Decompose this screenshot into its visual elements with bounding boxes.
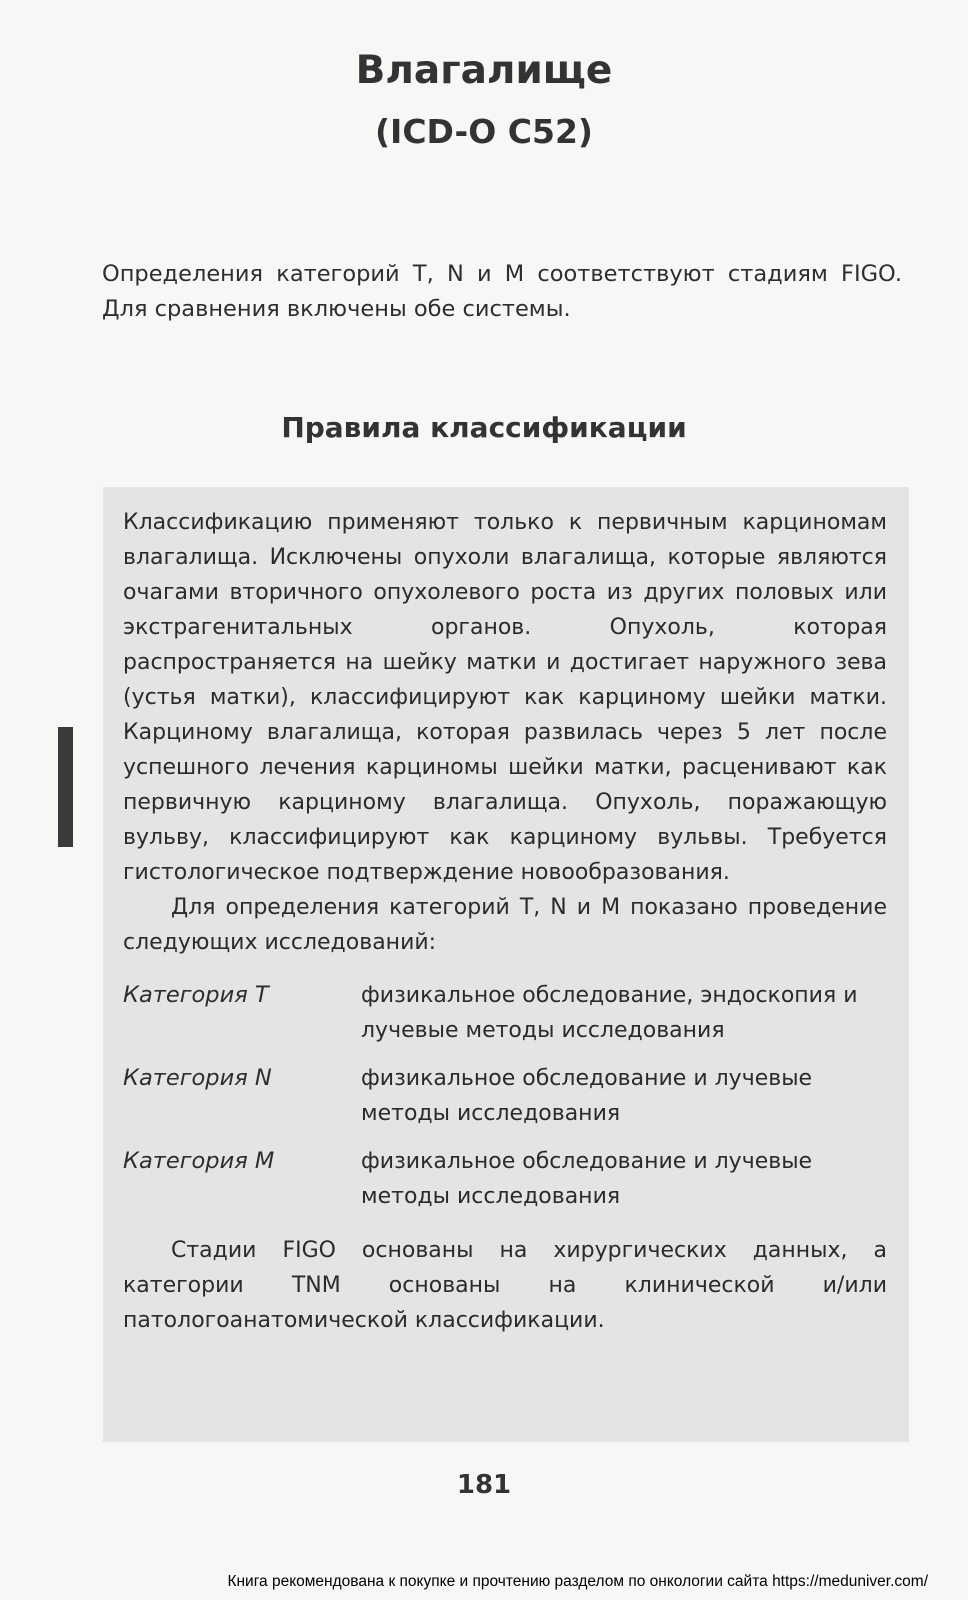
category-label: Категория M bbox=[123, 1148, 275, 1174]
page-subtitle: (ICD-O C52) bbox=[374, 112, 594, 151]
margin-marker-bar bbox=[58, 727, 73, 847]
category-row-n bbox=[123, 1061, 887, 1131]
figo-paragraph: Стадии FIGO основаны на хирургических данных, а категории TNM основаны на клинической и/или патологоанатомической классификации. bbox=[123, 1238, 887, 1333]
investigations-paragraph: Для определения категорий T, N и M показано проведение следующих исследований: bbox=[123, 895, 887, 955]
intro-paragraph: Определения категорий T, N и M соответствуют стадиям FIGO. Для сравнения включены обе системы. bbox=[102, 261, 902, 322]
category-list bbox=[123, 978, 887, 1214]
category-label: Категория T bbox=[123, 982, 269, 1008]
classification-rules-box bbox=[103, 487, 909, 1442]
category-description: физикальное обследование, эндоскопия и лучевые методы исследования bbox=[361, 983, 858, 1043]
rules-paragraph: Классификацию применяют только к первичным карциномам влагалища. Исключены опухоли влагалища, которые являются очагами вторичного опухолевого роста из других половых или экстрагенитальных органов. Опухоль, которая распространяется на шейку матки и достигает наружного зева (устья матки), классифицируют как карциному шейки матки. Карциному влагалища, которая развилась через 5 лет после успешного лечения карциномы шейки матки, расценивают как первичную карциному влагалища. Опухоль, поражающую вульву, классифицируют как карциному вульвы. Требуется гистологическое подтверждение новообразования. bbox=[123, 510, 887, 885]
category-row-m bbox=[123, 1144, 887, 1214]
category-description: физикальное обследование и лучевые методы исследования bbox=[361, 1066, 813, 1126]
category-description: физикальное обследование и лучевые методы исследования bbox=[361, 1149, 813, 1209]
category-label: Категория N bbox=[123, 1065, 272, 1091]
page-number: 181 bbox=[456, 1470, 512, 1500]
category-row-t bbox=[123, 978, 887, 1048]
footer-note: Книга рекомендована к покупке и прочтению разделом по онкологии сайта https://meduniver.com/ bbox=[227, 1573, 928, 1590]
page-title: Влагалище bbox=[355, 48, 613, 93]
section-heading: Правила классификации bbox=[281, 411, 687, 444]
